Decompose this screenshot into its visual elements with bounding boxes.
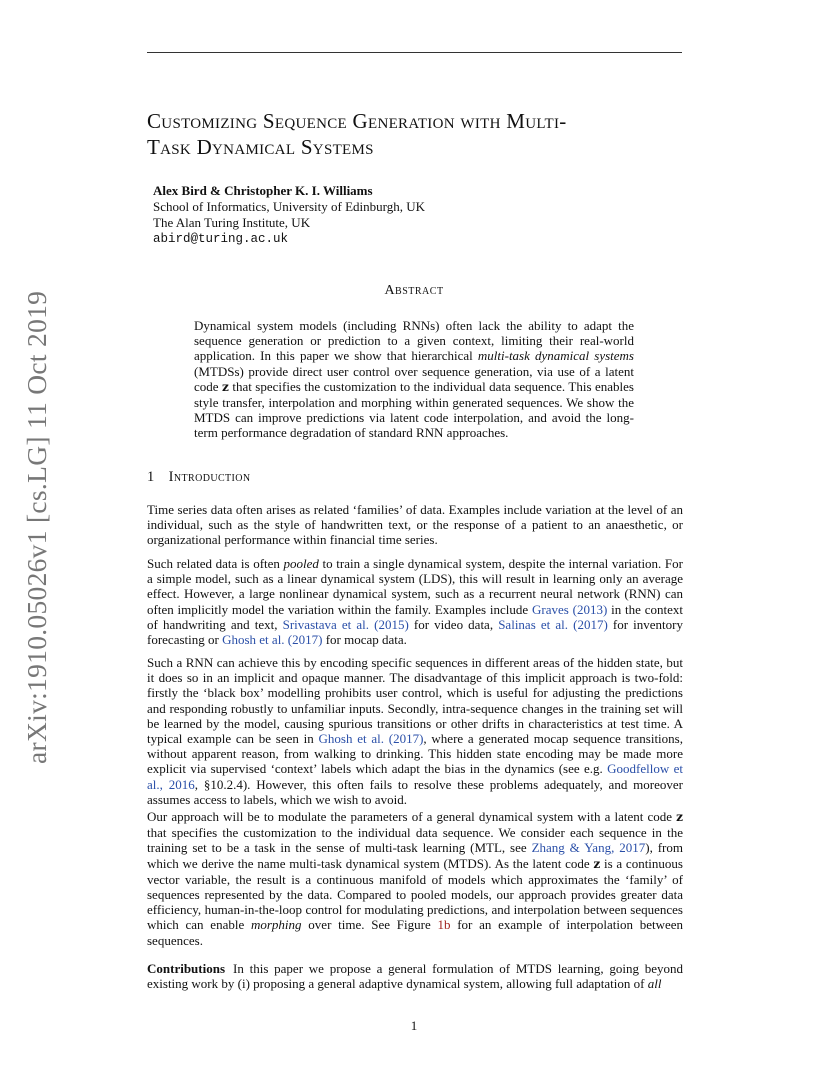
figure-reference-link[interactable]: 1b <box>437 917 451 933</box>
paragraph-text: is a continuous vector variable, the result is a continuous manifold of models which approximates the ‘family’ of sequences represented by the data. Compared to pooled models, our approach provides greater data efficiency, human-in-the-loop control for modulating predictions, and interpolation between sequences which can enable <box>147 855 683 933</box>
top-rule <box>147 52 682 53</box>
abstract-emphasis: multi-task dynamical systems <box>477 348 634 364</box>
latent-code-symbol: z <box>676 810 683 824</box>
citation-link[interactable]: Srivastava et al. (2015) <box>282 616 409 632</box>
affiliation-2: The Alan Turing Institute, UK <box>153 215 311 230</box>
section-heading-introduction <box>147 469 251 486</box>
paragraph-text: Our approach will be to modulate the parameters of a general dynamical system with a latent code <box>147 809 677 824</box>
latent-code-symbol: z <box>593 856 601 871</box>
paragraph-text: Such a RNN can achieve this by encoding specific sequences in different areas of the hidden state, but it does so in an implicit and opaque manner. The disadvantage of this implicit approach is two-fold: firstly the ‘black box’ modelling prohibits user control, which is useful for adjusting the predictions and responding robustly to unfamiliar inputs. Secondly, intra-sequence changes in the training set will be learned by the model, causing spurious transitions or other drifts in characteristics at test time. A typical example can be seen in <box>147 655 683 747</box>
title-line-2: Task Dynamical Systems <box>147 135 374 159</box>
citation-link[interactable]: Graves (2013) <box>531 601 608 617</box>
arxiv-sidebar-stamp: arXiv:1910.05026v1 [cs.LG] 11 Oct 2019 <box>21 290 52 764</box>
citation-link[interactable]: Zhang & Yang, 2017 <box>531 840 646 856</box>
paragraph-text: , §10.2.4). However, this often fails to resolve these problems adequately, and moreover assumes access to labels, which we wish to avoid. <box>147 776 683 807</box>
paragraph-text: to train a single dynamical system, despite the internal variation. For a simple model, such as a linear dynamical system (LDS), this will result in learning only an average effect. However, a large nonlinear dynamical system, such as a recurrent neural network (RNN) can often implicitly model the variation within the family. Examples include <box>147 556 683 617</box>
section-number: 1 <box>147 469 155 485</box>
citation-link[interactable]: Salinas et al. (2017) <box>498 616 608 632</box>
contributions-paragraph <box>147 961 683 991</box>
emphasis: all <box>647 976 662 992</box>
intro-paragraph-1: Time series data often arises as related ‘families’ of data. Examples include variation at the level of an individual, such as the style of handwritten text, or the response of a patient to an anaesthetic, or organizational performance within financial time series. <box>147 502 683 548</box>
affiliation-1: School of Informatics, University of Edinburgh, UK <box>153 199 425 214</box>
abstract-text: (MTDSs) provide direct user control over sequence generation, via use of a latent code <box>194 363 634 394</box>
paragraph-text: for an example of interpolation between sequences. <box>147 917 683 948</box>
abstract-heading: Abstract <box>384 283 444 298</box>
paragraph-text: ), from which we derive the name multi-task dynamical system (MTDS). As the latent code <box>147 840 683 871</box>
citation-link[interactable]: Ghosh et al. (2017) <box>318 731 424 747</box>
paper-title <box>147 108 707 160</box>
page-number: 1 <box>410 1018 418 1033</box>
abstract-body <box>194 318 634 441</box>
citation-link[interactable]: Goodfellow et al., 2016 <box>147 761 683 792</box>
contributions-heading: Contributions <box>147 961 226 976</box>
abstract-text: that specifies the customization to the individual data sequence. This enables style transfer, interpolation and morphing within generated sequences. We show the MTDS can improve predictions via latent code interpolation, and avoid the long-term performance degradation of standard RNN approaches. <box>194 378 634 441</box>
author-block <box>153 183 425 247</box>
paragraph-text: that specifies the customization to the individual data sequence. We consider each sequence in the training set to be a task in the sense of multi-task learning (MTL, see <box>147 825 683 856</box>
paragraph-text: for mocap data. <box>322 632 407 648</box>
citation-link[interactable]: Ghosh et al. (2017) <box>222 632 323 648</box>
paragraph-text: , where a generated mocap sequence transitions, without apparent reason, from walking to drinking. This hidden state encoding may be made more explicit via supervised ‘context’ labels which adapt the bias in the dynamics (see e.g. <box>147 731 683 777</box>
intro-paragraph-2 <box>147 556 683 647</box>
emphasis: morphing <box>250 917 302 933</box>
paragraph-text: for inventory forecasting or <box>147 616 683 648</box>
paragraph-text: In this paper we propose a general formulation of MTDS learning, going beyond existing work by (i) proposing a general adaptive dynamical system, allowing full adaptation of <box>147 961 683 992</box>
paragraph-text: Such related data is often <box>147 556 284 571</box>
author-names: Alex Bird & Christopher K. I. Williams <box>153 183 373 198</box>
latent-code-symbol: z <box>222 379 229 394</box>
intro-paragraph-4 <box>147 809 683 948</box>
title-line-1: Customizing Sequence Generation with Multi- <box>147 109 567 133</box>
abstract-text: Dynamical system models (including RNNs) often lack the ability to adapt the sequence generation or prediction to a given context, limiting their real-world application. In this paper we show that hierarchical <box>194 318 634 364</box>
intro-paragraph-3 <box>147 655 683 807</box>
author-email[interactable]: abird@turing.ac.uk <box>153 232 289 246</box>
emphasis: pooled <box>283 556 319 571</box>
section-title: Introduction <box>168 469 251 485</box>
paragraph-text: for video data, <box>408 616 499 632</box>
paragraph-text: over time. See Figure <box>301 917 438 933</box>
paragraph-text: in the context of handwriting and text, <box>147 601 683 632</box>
